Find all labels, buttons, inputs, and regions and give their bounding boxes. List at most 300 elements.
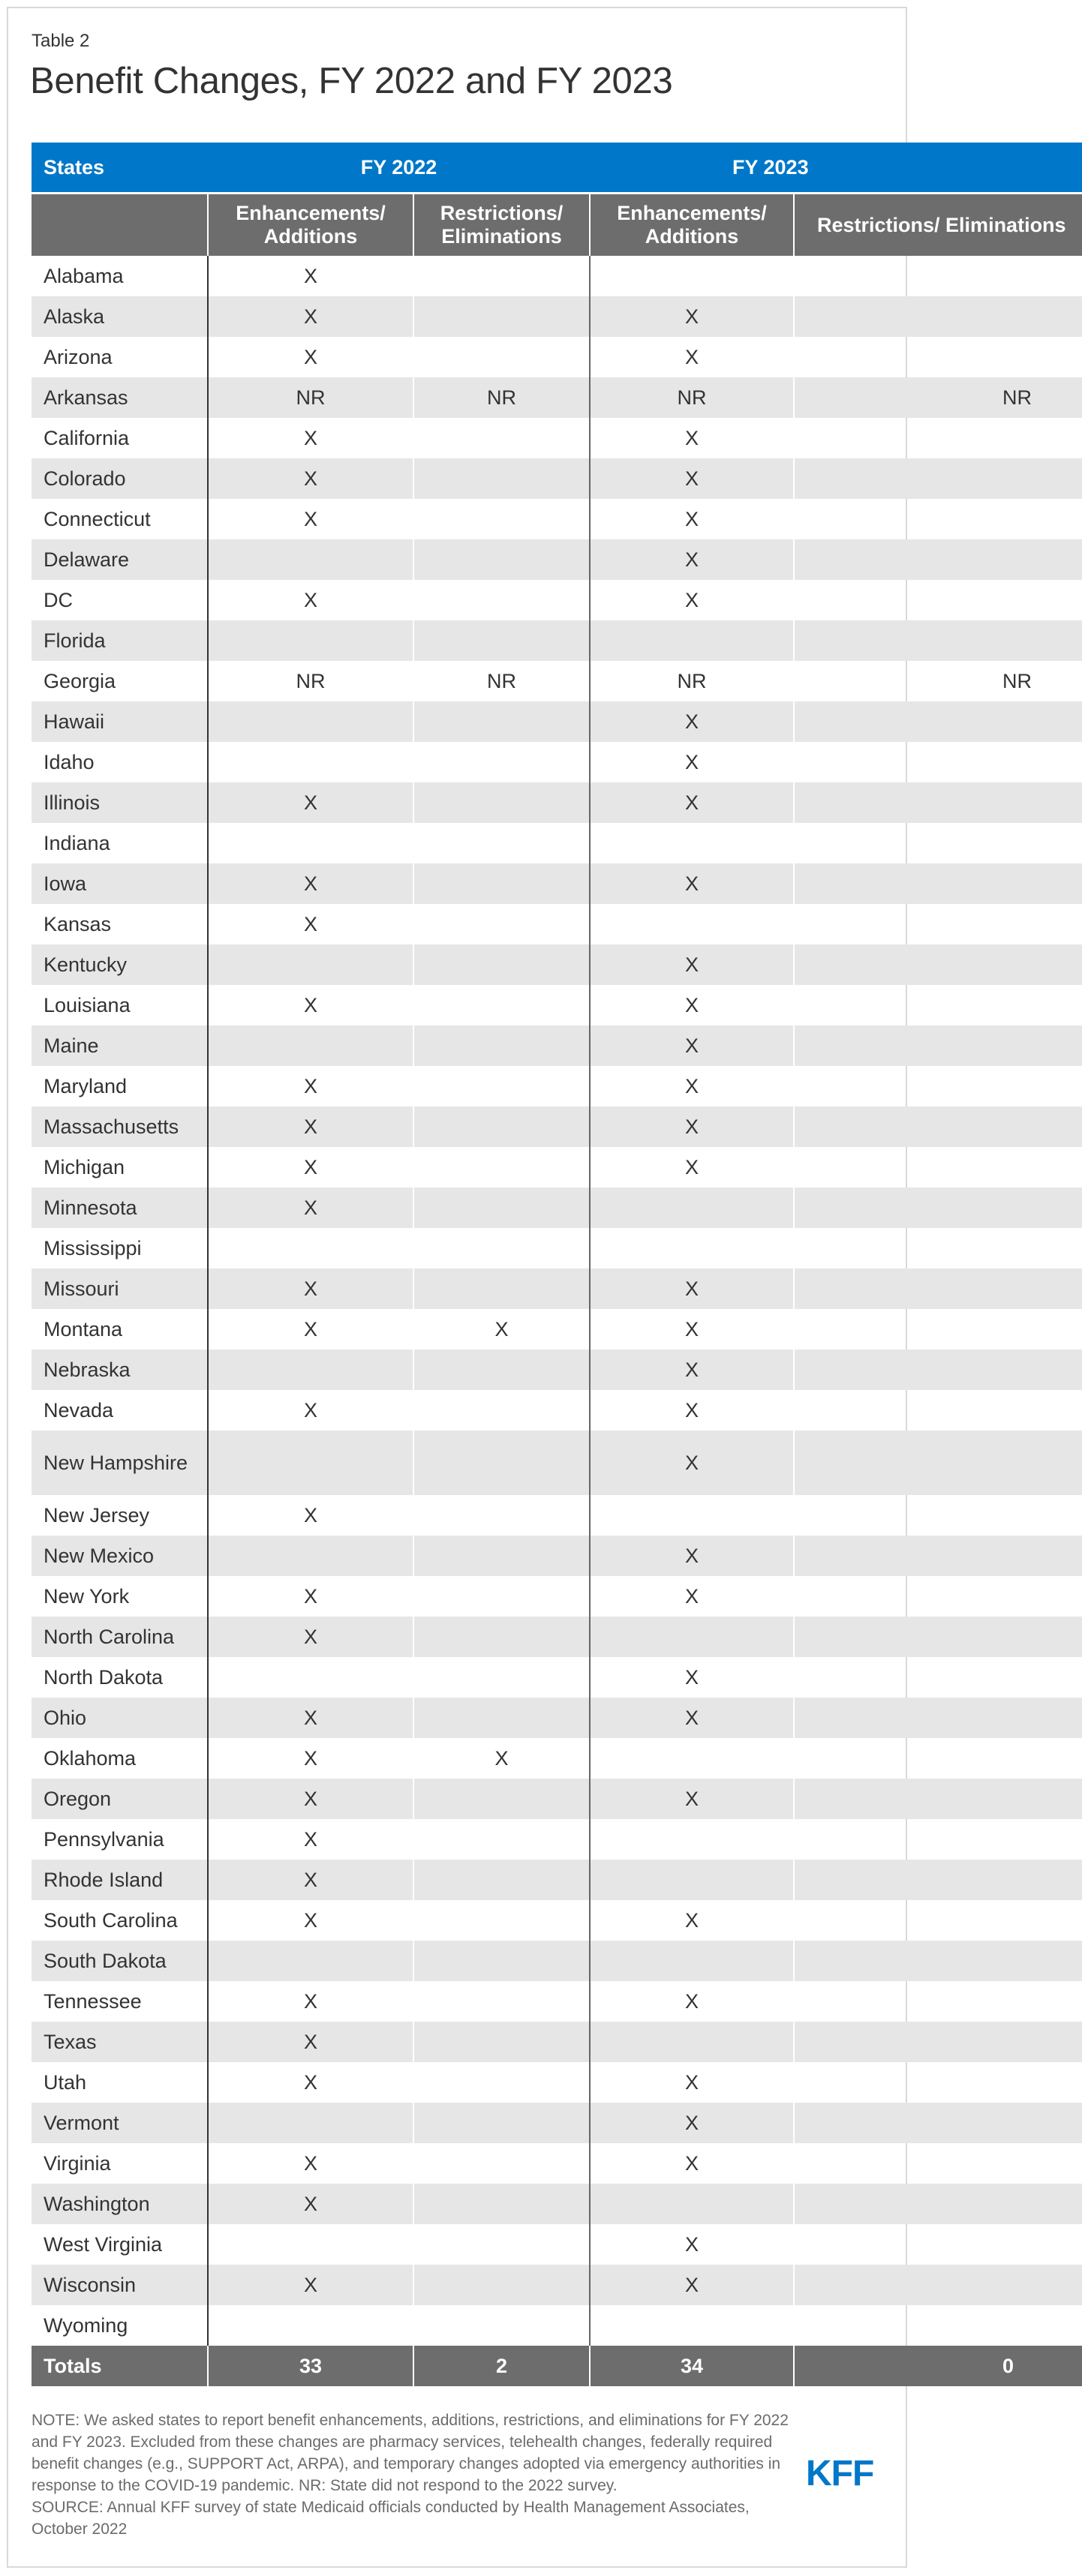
value-cell: X	[590, 1431, 794, 1495]
table-row	[32, 2022, 1082, 2062]
state-name-cell: Montana	[44, 1317, 123, 1341]
value-cell: X	[590, 2224, 794, 2265]
table-row	[32, 2184, 1082, 2224]
table-row	[32, 620, 1082, 661]
value-cell	[794, 701, 1082, 742]
value-cell	[413, 1779, 590, 1819]
value-cell	[413, 296, 590, 337]
state-name-cell: Maryland	[44, 1074, 128, 1097]
group-header-row	[32, 143, 1082, 192]
value-cell: X	[208, 1187, 413, 1228]
value-cell	[794, 458, 1082, 499]
totals-label: Totals	[32, 2346, 208, 2386]
value-cell	[208, 823, 413, 863]
table-row	[32, 1309, 1082, 1350]
total-value: 34	[590, 2346, 794, 2386]
value-cell	[208, 944, 413, 985]
table-row	[32, 256, 1082, 296]
value-cell	[208, 742, 413, 782]
value-cell: X	[590, 742, 794, 782]
value-cell	[413, 944, 590, 985]
value-cell: X	[590, 1981, 794, 2022]
value-cell: X	[590, 863, 794, 904]
value-cell	[794, 1147, 1082, 1187]
state-name-cell: South Carolina	[44, 1908, 178, 1932]
value-cell: X	[208, 1390, 413, 1431]
state-name-cell: Connecticut	[44, 507, 151, 530]
state-name-cell: Missouri	[32, 1268, 208, 1309]
table-row	[32, 337, 1082, 377]
value-cell	[794, 2184, 1082, 2224]
state-name-cell: Ohio	[32, 1698, 208, 1738]
value-cell	[794, 1187, 1082, 1228]
value-cell	[413, 904, 590, 944]
value-cell	[413, 1981, 590, 2022]
value-cell	[794, 2143, 1082, 2184]
value-cell	[794, 2265, 1082, 2305]
table-row	[32, 661, 1082, 701]
source-text: SOURCE: Annual KFF survey of state Medicaid officials conducted by Health Management Associates, October 2022	[32, 2499, 750, 2538]
state-name-cell: DC	[44, 588, 73, 611]
value-cell: X	[590, 296, 794, 337]
value-cell	[413, 1147, 590, 1187]
value-cell: X	[590, 1779, 794, 1819]
value-cell: X	[208, 1576, 413, 1617]
value-cell: X	[208, 904, 413, 944]
value-cell	[413, 1025, 590, 1066]
value-cell	[413, 2184, 590, 2224]
value-cell: X	[590, 1657, 794, 1698]
state-name-cell: Arkansas	[32, 377, 208, 418]
value-cell: X	[208, 782, 413, 823]
value-cell	[794, 296, 1082, 337]
table-row	[32, 2103, 1082, 2143]
value-cell	[413, 863, 590, 904]
value-cell	[413, 2022, 590, 2062]
value-cell	[413, 337, 590, 377]
state-name-cell: Florida	[32, 620, 208, 661]
table-row	[32, 296, 1082, 337]
state-name-cell: Nevada	[44, 1398, 114, 1422]
value-cell	[413, 1228, 590, 1268]
value-cell	[208, 620, 413, 661]
table-row	[32, 539, 1082, 580]
value-cell	[794, 823, 1082, 863]
value-cell: X	[208, 1147, 413, 1187]
value-cell	[794, 985, 1082, 1025]
value-cell	[413, 1617, 590, 1657]
value-cell: X	[208, 1106, 413, 1147]
value-cell	[413, 1390, 590, 1431]
value-cell	[413, 256, 590, 296]
table-row	[32, 1268, 1082, 1309]
state-name-cell: North Carolina	[32, 1617, 208, 1657]
value-cell: X	[590, 1576, 794, 1617]
value-cell: X	[208, 1738, 413, 1779]
column-header-row	[32, 194, 1082, 256]
value-cell: NR	[413, 377, 590, 418]
state-name-cell: Virginia	[44, 2151, 111, 2175]
page-title: Benefit Changes, FY 2022 and FY 2023	[30, 61, 673, 101]
value-cell: NR	[794, 377, 1082, 418]
total-value: 0	[794, 2346, 1082, 2386]
table-row	[32, 782, 1082, 823]
value-cell: X	[590, 1900, 794, 1941]
table-label: Table 2	[32, 31, 90, 51]
value-cell	[590, 904, 794, 944]
value-cell: X	[590, 1066, 794, 1106]
value-cell	[413, 1431, 590, 1495]
value-cell	[794, 580, 1082, 620]
value-cell	[794, 1900, 1082, 1941]
state-name-cell: North Dakota	[44, 1665, 164, 1689]
value-cell: X	[590, 1536, 794, 1576]
value-cell	[590, 1941, 794, 1981]
state-name-cell: Oklahoma	[44, 1746, 137, 1770]
value-cell	[413, 701, 590, 742]
value-cell	[413, 1106, 590, 1147]
value-cell: X	[590, 1698, 794, 1738]
value-cell	[794, 1819, 1082, 1860]
value-cell	[794, 1860, 1082, 1900]
table-row	[32, 1657, 1082, 1698]
table-row	[32, 2062, 1082, 2103]
value-cell: X	[208, 256, 413, 296]
state-name-cell: Mississippi	[44, 1236, 142, 1259]
value-cell	[413, 620, 590, 661]
column-header: Enhancements/ Additions	[208, 194, 413, 256]
value-cell: X	[208, 1495, 413, 1536]
table-row	[32, 1187, 1082, 1228]
state-name-cell: Kentucky	[32, 944, 208, 985]
value-cell: X	[590, 2062, 794, 2103]
value-cell	[590, 823, 794, 863]
table-row	[32, 1738, 1082, 1779]
state-name-cell: New Hampshire	[32, 1431, 208, 1495]
value-cell	[794, 2305, 1082, 2346]
value-cell	[794, 742, 1082, 782]
value-cell	[794, 1779, 1082, 1819]
value-cell: X	[590, 337, 794, 377]
value-cell	[794, 1981, 1082, 2022]
value-cell	[794, 1738, 1082, 1779]
value-cell: X	[590, 2265, 794, 2305]
column-header: Restrictions/ Eliminations	[794, 194, 1082, 256]
value-cell	[208, 701, 413, 742]
value-cell	[413, 458, 590, 499]
value-cell	[413, 2265, 590, 2305]
value-cell: X	[208, 863, 413, 904]
value-cell: X	[590, 985, 794, 1025]
value-cell	[794, 1106, 1082, 1147]
value-cell	[413, 1268, 590, 1309]
state-name-cell: Utah	[44, 2070, 87, 2094]
value-cell	[413, 823, 590, 863]
table-row	[32, 580, 1082, 620]
table-row	[32, 742, 1082, 782]
state-name-cell: California	[44, 426, 130, 449]
value-cell	[794, 1941, 1082, 1981]
state-name-cell: Kansas	[44, 912, 112, 935]
state-name-cell: Colorado	[32, 458, 208, 499]
state-name-cell: Louisiana	[44, 993, 131, 1016]
value-cell	[208, 2103, 413, 2143]
value-cell: X	[590, 1268, 794, 1309]
state-name-cell: Georgia	[44, 669, 116, 692]
value-cell	[208, 2305, 413, 2346]
state-name-cell: Minnesota	[32, 1187, 208, 1228]
value-cell: X	[208, 1981, 413, 2022]
state-name-cell: Washington	[32, 2184, 208, 2224]
value-cell	[413, 418, 590, 458]
states-header: States	[32, 143, 208, 192]
value-cell	[413, 1900, 590, 1941]
column-header: Restrictions/ Eliminations	[413, 194, 590, 256]
value-cell: X	[208, 1617, 413, 1657]
value-cell	[794, 1309, 1082, 1350]
value-cell	[794, 539, 1082, 580]
value-cell	[208, 1431, 413, 1495]
value-cell	[413, 1576, 590, 1617]
value-cell	[590, 620, 794, 661]
table-row	[32, 1617, 1082, 1657]
value-cell: X	[590, 539, 794, 580]
fy2023-header: FY 2023	[590, 143, 1082, 192]
value-cell	[590, 1617, 794, 1657]
table-row	[32, 1390, 1082, 1431]
totals-row	[32, 2346, 1082, 2386]
table-row	[32, 863, 1082, 904]
table-row	[32, 1900, 1082, 1941]
table-row	[32, 2224, 1082, 2265]
value-cell	[413, 1941, 590, 1981]
value-cell	[590, 1495, 794, 1536]
value-cell	[590, 1819, 794, 1860]
value-cell	[590, 2305, 794, 2346]
value-cell	[794, 2022, 1082, 2062]
value-cell: X	[413, 1309, 590, 1350]
state-name-cell: Massachusetts	[32, 1106, 208, 1147]
state-name-cell: New Mexico	[32, 1536, 208, 1576]
value-cell	[794, 256, 1082, 296]
state-name-cell: Arizona	[44, 345, 113, 368]
table-row	[32, 377, 1082, 418]
table-row	[32, 1941, 1082, 1981]
value-cell	[208, 1350, 413, 1390]
state-name-cell: Michigan	[44, 1155, 125, 1178]
value-cell: X	[208, 1066, 413, 1106]
value-cell: X	[590, 1106, 794, 1147]
table-row	[32, 1576, 1082, 1617]
table-row	[32, 418, 1082, 458]
table-row	[32, 823, 1082, 863]
table-row	[32, 2305, 1082, 2346]
value-cell: X	[590, 1309, 794, 1350]
value-cell: X	[590, 458, 794, 499]
value-cell: X	[590, 499, 794, 539]
value-cell: NR	[590, 661, 794, 701]
value-cell	[413, 539, 590, 580]
table-row	[32, 1147, 1082, 1187]
value-cell	[413, 2103, 590, 2143]
value-cell	[208, 1228, 413, 1268]
value-cell: X	[590, 2103, 794, 2143]
table-row	[32, 1536, 1082, 1576]
state-name-cell: Idaho	[44, 750, 95, 773]
table-row	[32, 1025, 1082, 1066]
column-header	[32, 194, 208, 256]
value-cell	[590, 2022, 794, 2062]
state-name-cell: Nebraska	[32, 1350, 208, 1390]
state-name-cell: Alaska	[32, 296, 208, 337]
value-cell: NR	[590, 377, 794, 418]
value-cell: X	[590, 944, 794, 985]
table-row	[32, 458, 1082, 499]
footnotes	[32, 2409, 797, 2540]
value-cell	[794, 1617, 1082, 1657]
value-cell: X	[208, 580, 413, 620]
table-row	[32, 1228, 1082, 1268]
value-cell: X	[208, 1268, 413, 1309]
value-cell	[794, 1495, 1082, 1536]
value-cell: X	[208, 1860, 413, 1900]
value-cell	[794, 2224, 1082, 2265]
value-cell: X	[208, 2143, 413, 2184]
value-cell: X	[208, 499, 413, 539]
value-cell: X	[208, 1779, 413, 1819]
value-cell	[794, 863, 1082, 904]
value-cell: NR	[208, 377, 413, 418]
value-cell: X	[590, 2143, 794, 2184]
value-cell	[794, 2103, 1082, 2143]
value-cell	[413, 1495, 590, 1536]
value-cell: X	[413, 1738, 590, 1779]
value-cell	[590, 1228, 794, 1268]
value-cell	[794, 1536, 1082, 1576]
value-cell	[794, 337, 1082, 377]
value-cell	[590, 1187, 794, 1228]
table-row	[32, 1066, 1082, 1106]
table-row	[32, 1431, 1082, 1495]
value-cell	[413, 1860, 590, 1900]
value-cell	[208, 2224, 413, 2265]
value-cell	[208, 1657, 413, 1698]
state-name-cell: Indiana	[44, 831, 110, 854]
total-value: 2	[413, 2346, 590, 2386]
state-name-cell: Vermont	[32, 2103, 208, 2143]
value-cell	[208, 539, 413, 580]
table-row	[32, 904, 1082, 944]
value-cell: X	[208, 985, 413, 1025]
state-name-cell: Tennessee	[44, 1989, 142, 2013]
state-name-cell: West Virginia	[44, 2232, 163, 2256]
table-row	[32, 1350, 1082, 1390]
value-cell	[794, 418, 1082, 458]
value-cell: X	[208, 2184, 413, 2224]
table-row	[32, 499, 1082, 539]
value-cell	[794, 904, 1082, 944]
value-cell	[413, 742, 590, 782]
value-cell	[413, 499, 590, 539]
fy2022-header: FY 2022	[208, 143, 590, 192]
value-cell	[208, 1536, 413, 1576]
value-cell: X	[590, 1025, 794, 1066]
state-name-cell: Texas	[32, 2022, 208, 2062]
value-cell	[794, 1431, 1082, 1495]
value-cell: X	[208, 337, 413, 377]
value-cell	[794, 1268, 1082, 1309]
value-cell	[794, 620, 1082, 661]
value-cell	[413, 2224, 590, 2265]
table-row	[32, 1106, 1082, 1147]
value-cell	[413, 1187, 590, 1228]
value-cell: X	[590, 701, 794, 742]
value-cell	[413, 1350, 590, 1390]
table-scroll-region[interactable]	[32, 143, 1066, 2384]
table-row	[32, 701, 1082, 742]
value-cell	[413, 2143, 590, 2184]
value-cell	[794, 1390, 1082, 1431]
value-cell	[208, 1025, 413, 1066]
value-cell	[413, 782, 590, 823]
value-cell: X	[590, 1390, 794, 1431]
value-cell	[794, 944, 1082, 985]
value-cell	[794, 1657, 1082, 1698]
state-name-cell: Iowa	[32, 863, 208, 904]
value-cell: X	[590, 782, 794, 823]
table-row	[32, 944, 1082, 985]
state-name-cell: Pennsylvania	[44, 1827, 164, 1851]
value-cell	[794, 1066, 1082, 1106]
value-cell	[794, 1698, 1082, 1738]
value-cell: NR	[208, 661, 413, 701]
state-name-cell: Alabama	[44, 264, 124, 287]
value-cell	[413, 2062, 590, 2103]
value-cell: X	[208, 458, 413, 499]
value-cell	[590, 1738, 794, 1779]
table-row	[32, 2265, 1082, 2305]
column-header: Enhancements/ Additions	[590, 194, 794, 256]
value-cell: X	[208, 1698, 413, 1738]
value-cell: NR	[413, 661, 590, 701]
kff-logo: KFF	[806, 2454, 874, 2493]
value-cell	[413, 2305, 590, 2346]
state-name-cell: Illinois	[32, 782, 208, 823]
state-name-cell: South Dakota	[32, 1941, 208, 1981]
value-cell	[590, 1860, 794, 1900]
value-cell	[413, 1819, 590, 1860]
value-cell	[794, 1576, 1082, 1617]
state-name-cell: Rhode Island	[32, 1860, 208, 1900]
state-name-cell: Maine	[32, 1025, 208, 1066]
value-cell	[413, 580, 590, 620]
value-cell: X	[208, 296, 413, 337]
state-name-cell: Oregon	[32, 1779, 208, 1819]
value-cell	[794, 499, 1082, 539]
value-cell: X	[590, 1147, 794, 1187]
table-row	[32, 1860, 1082, 1900]
value-cell: NR	[794, 661, 1082, 701]
benefit-changes-table	[32, 143, 1082, 2386]
table-row	[32, 1495, 1082, 1536]
table-row	[32, 1779, 1082, 1819]
total-value: 33	[208, 2346, 413, 2386]
state-name-cell: Wisconsin	[32, 2265, 208, 2305]
value-cell	[413, 1066, 590, 1106]
table-row	[32, 1819, 1082, 1860]
value-cell	[794, 2062, 1082, 2103]
value-cell: X	[590, 418, 794, 458]
